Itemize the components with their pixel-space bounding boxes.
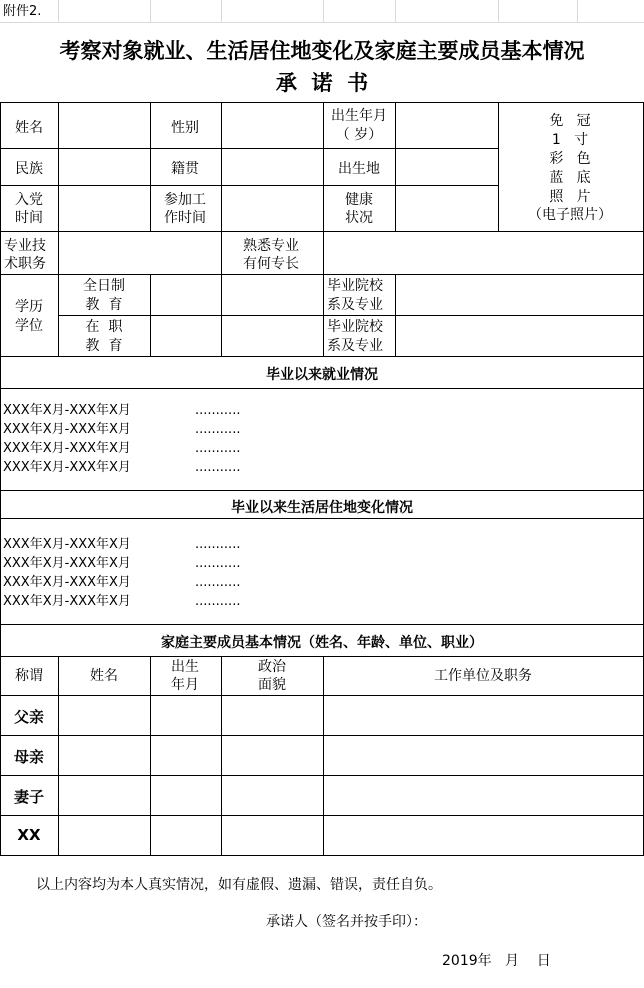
- inservice-education-label-2: 教 育: [85, 338, 123, 354]
- residence-period: XXX年X月-XXX年X月: [3, 537, 131, 552]
- birth-label: 出生年月: [331, 108, 387, 124]
- inservice-education-label: 在 职: [85, 319, 123, 335]
- table-line: [58, 102, 59, 356]
- employment-content: ...........: [195, 422, 241, 437]
- family-col-political-2: 面貌: [258, 677, 286, 693]
- inservice-school-label: 毕业院校: [327, 319, 383, 335]
- table-line: [498, 102, 499, 231]
- employment-period: XXX年X月-XXX年X月: [3, 403, 131, 418]
- photo-note: 彩 色: [549, 151, 591, 167]
- table-line: [150, 102, 151, 231]
- birthplace-label: 出生地: [338, 161, 380, 177]
- table-line: [150, 656, 151, 855]
- family-relation-wife: 妻子: [14, 788, 45, 806]
- photo-note: 免 冠: [549, 113, 591, 129]
- family-heading: 家庭主要成员基本情况（姓名、年龄、单位、职业）: [161, 635, 483, 651]
- table-line: [0, 490, 644, 491]
- document-subtitle: 承 诺 书: [275, 70, 369, 95]
- table-line: [0, 855, 644, 856]
- party-join-label: 入党: [15, 192, 43, 208]
- table-line: [0, 148, 498, 149]
- grid-line: [0, 22, 644, 23]
- grid-line: [395, 0, 396, 22]
- fulltime-school-label: 毕业院校: [327, 278, 383, 294]
- name-label: 姓名: [15, 120, 43, 136]
- residence-period: XXX年X月-XXX年X月: [3, 594, 131, 609]
- table-line: [0, 775, 644, 776]
- work-start-label-2: 作时间: [164, 210, 206, 226]
- employment-content: ...........: [195, 403, 241, 418]
- family-col-work: 工作单位及职务: [434, 668, 532, 684]
- grid-line: [221, 0, 222, 22]
- table-line: [0, 518, 644, 519]
- table-line: [0, 231, 644, 232]
- table-line: [150, 274, 151, 356]
- employment-content: ...........: [195, 460, 241, 475]
- table-line: [323, 656, 324, 855]
- photo-note: 1 寸: [551, 132, 589, 148]
- border-left: [0, 102, 1, 856]
- residence-period: XXX年X月-XXX年X月: [3, 575, 131, 590]
- family-col-relation: 称谓: [15, 668, 43, 684]
- professional-title-label: 专业技: [4, 238, 46, 254]
- document-title: 考察对象就业、生活居住地变化及家庭主要成员基本情况: [59, 38, 585, 63]
- residence-period: XXX年X月-XXX年X月: [3, 556, 131, 571]
- fulltime-school-label-2: 系及专业: [327, 297, 383, 313]
- table-line: [0, 815, 644, 816]
- table-line: [395, 102, 396, 231]
- family-relation-father: 父亲: [14, 708, 45, 726]
- table-line: [221, 102, 222, 231]
- native-place-label: 籍贯: [171, 161, 199, 177]
- grid-line: [150, 0, 151, 22]
- health-label-2: 状况: [345, 210, 373, 226]
- family-relation-other: XX: [17, 826, 41, 844]
- employment-period: XXX年X月-XXX年X月: [3, 441, 131, 456]
- table-line: [58, 315, 644, 316]
- fulltime-education-label: 全日制: [83, 278, 125, 294]
- party-join-label-2: 时间: [15, 210, 43, 226]
- family-col-name: 姓名: [90, 668, 118, 684]
- table-line: [0, 388, 644, 389]
- fulltime-education-label-2: 教 育: [85, 297, 123, 313]
- age-label: （ 岁）: [335, 127, 383, 143]
- work-start-label: 参加工: [164, 192, 206, 208]
- pledge-statement: 以上内容均为本人真实情况，如有虚假、遗漏、错误，责任自负。: [36, 877, 442, 893]
- residence-content: ...........: [195, 575, 241, 590]
- residence-content: ...........: [195, 556, 241, 571]
- table-line: [0, 356, 644, 357]
- residence-heading: 毕业以来生活居住地变化情况: [231, 500, 413, 516]
- employment-period: XXX年X月-XXX年X月: [3, 422, 131, 437]
- table-line: [395, 274, 396, 356]
- ethnicity-label: 民族: [15, 161, 43, 177]
- pledge-signer: 承诺人（签名并按手印）：: [266, 914, 427, 930]
- table-line: [0, 695, 644, 696]
- table-line: [58, 656, 59, 855]
- gender-label: 性别: [171, 120, 199, 136]
- attachment-label: 附件2.: [3, 4, 42, 19]
- grid-line: [323, 0, 324, 22]
- health-label: 健康: [345, 192, 373, 208]
- table-line: [323, 102, 324, 356]
- professional-title-label-2: 术职务: [4, 256, 46, 272]
- photo-note: 蓝 底: [549, 170, 591, 186]
- inservice-school-label-2: 系及专业: [327, 338, 383, 354]
- table-line: [221, 656, 222, 855]
- residence-content: ...........: [195, 537, 241, 552]
- table-line: [221, 274, 222, 356]
- specialty-label-2: 有何专长: [243, 256, 299, 272]
- photo-note: （电子照片）: [528, 207, 612, 223]
- specialty-label: 熟悉专业: [243, 238, 299, 254]
- photo-note: 照 片: [549, 189, 591, 205]
- pledge-date: 2019年 月 日: [442, 953, 551, 969]
- table-line: [0, 735, 644, 736]
- degree-label: 学位: [15, 318, 43, 334]
- employment-heading: 毕业以来就业情况: [266, 367, 378, 383]
- grid-line: [577, 0, 578, 22]
- family-col-birth: 出生: [171, 659, 199, 675]
- table-line: [0, 656, 644, 657]
- residence-content: ...........: [195, 594, 241, 609]
- family-col-birth-2: 年月: [171, 677, 199, 693]
- employment-content: ...........: [195, 441, 241, 456]
- table-line: [221, 231, 222, 274]
- grid-line: [58, 0, 59, 22]
- table-line: [0, 624, 644, 625]
- employment-period: XXX年X月-XXX年X月: [3, 460, 131, 475]
- table-line: [0, 274, 644, 275]
- family-col-political: 政治: [258, 659, 286, 675]
- grid-line: [498, 0, 499, 22]
- table-line: [0, 185, 498, 186]
- education-label: 学历: [15, 299, 43, 315]
- family-relation-mother: 母亲: [14, 748, 45, 766]
- table-line: [0, 102, 644, 103]
